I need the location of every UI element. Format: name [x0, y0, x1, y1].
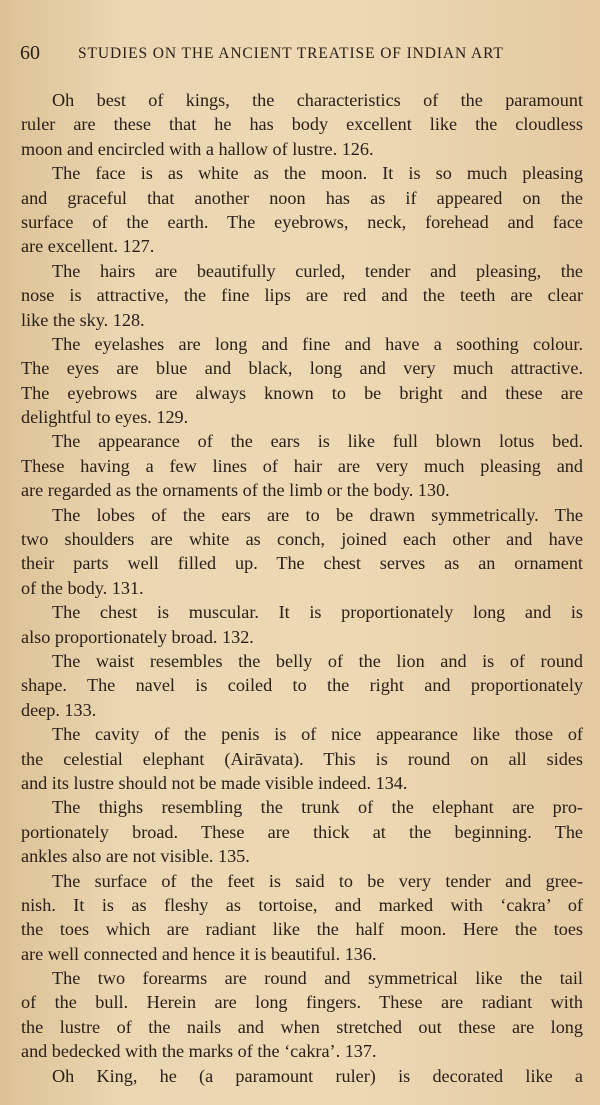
text-line: two shoulders are white as conch, joined each other and have: [21, 529, 583, 550]
text-line: delightful to eyes. 129.: [21, 407, 189, 428]
text-line: The face is as white as the moon. It is so much pleasing: [52, 163, 583, 184]
text-line: of the bull. Herein are long fingers. These are radiant with: [21, 992, 583, 1013]
text-line: The two forearms are round and symmetrical like the tail: [52, 968, 583, 989]
text-line: and its lustre should not be made visible indeed. 134.: [21, 772, 408, 793]
text-line: the lustre of the nails and when stretched out these are long: [21, 1016, 583, 1037]
text-line: Oh best of kings, the characteristics of the paramount: [52, 90, 583, 110]
text-line: The eyebrows are always known to be bright and these are: [21, 382, 583, 403]
text-line: The hairs are beautifully curled, tender and pleasing, the: [52, 260, 583, 281]
text-line: These having a few lines of hair are very much pleasing and: [21, 455, 583, 476]
page-number: 60: [20, 42, 40, 64]
text-line: The surface of the feet is said to be very tender and gree-: [52, 870, 583, 891]
text-line: are excellent. 127.: [21, 236, 155, 257]
text-line: nose is attractive, the fine lips are red and the teeth are clear: [21, 285, 583, 306]
text-line: the toes which are radiant like the half moon. Here the toes: [21, 919, 583, 940]
text-line: The waist resembles the belly of the lion and is of round: [52, 650, 583, 671]
text-line: The eyes are blue and black, long and very much attractive.: [21, 358, 583, 379]
text-line: like the sky. 128.: [21, 309, 145, 330]
text-line: The thighs resembling the trunk of the elephant are pro-: [52, 797, 583, 818]
body-text: [21, 88, 583, 1088]
text-line: surface of the earth. The eyebrows, neck, forehead and face: [21, 211, 583, 232]
text-line: and graceful that another noon has as if appeared on the: [21, 187, 583, 208]
text-line: portionately broad. These are thick at the beginning. The: [21, 821, 583, 842]
page-header: [20, 42, 590, 68]
text-line: of the body. 131.: [21, 577, 144, 598]
text-line: ruler are these that he has body excellent like the cloudless: [21, 114, 583, 135]
running-title: STUDIES ON THE ANCIENT TREATISE OF INDIAN ART: [78, 45, 504, 62]
text-line: also proportionately broad. 132.: [21, 626, 254, 647]
text-line: The lobes of the ears are to be drawn symmetrically. The: [52, 504, 583, 525]
text-line: are regarded as the ornaments of the limb or the body. 130.: [21, 480, 450, 501]
text-line: ankles also are not visible. 135.: [21, 846, 250, 867]
text-line: are well connected and hence it is beautiful. 136.: [21, 943, 377, 964]
text-line: their parts well filled up. The chest serves as an ornament: [21, 553, 583, 574]
text-line: The appearance of the ears is like full blown lotus bed.: [52, 431, 583, 452]
text-line: The cavity of the penis is of nice appearance like those of: [52, 724, 583, 745]
text-line: the celestial elephant (Airāvata). This is round on all sides: [21, 748, 583, 769]
text-line: and bedecked with the marks of the ‘cakra’. 137.: [21, 1041, 377, 1062]
text-line: deep. 133.: [21, 699, 97, 720]
text-line: The chest is muscular. It is proportionately long and is: [52, 602, 583, 623]
text-line: nish. It is as fleshy as tortoise, and marked with ‘cakra’ of: [21, 894, 583, 915]
text-line: shape. The navel is coiled to the right and proportionately: [21, 675, 583, 696]
text-line: The eyelashes are long and fine and have a soothing colour.: [52, 333, 583, 354]
text-line: Oh King, he (a paramount ruler) is decorated like a: [52, 1065, 583, 1086]
text-line: moon and encircled with a hallow of lustre. 126.: [21, 138, 374, 159]
